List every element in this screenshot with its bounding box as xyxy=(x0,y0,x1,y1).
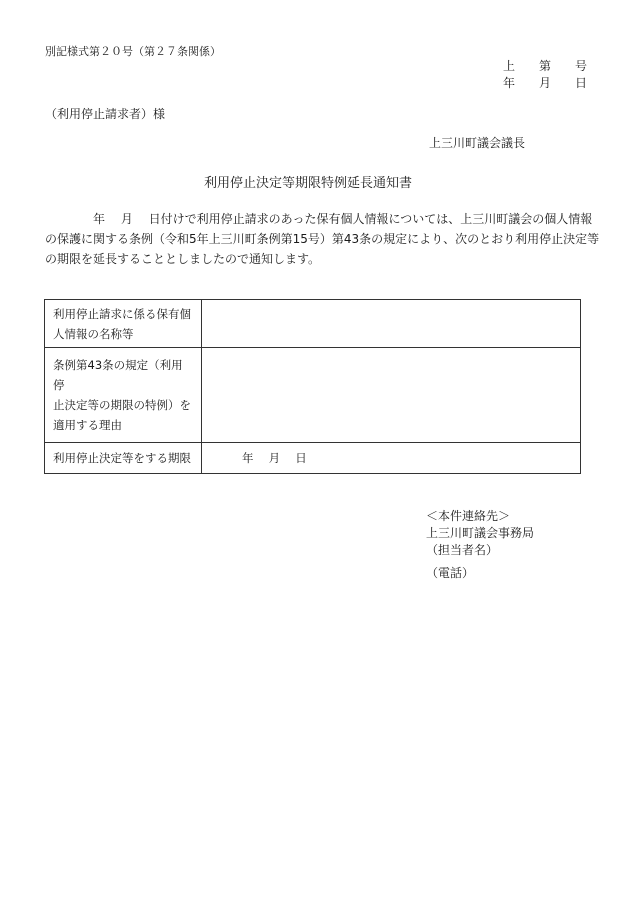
table-label-cell: 利用停止請求に係る保有個 人情報の名称等 xyxy=(45,300,202,348)
document-title: 利用停止決定等期限特例延長通知書 xyxy=(204,176,413,191)
document-date: 年 月 日 xyxy=(503,76,588,90)
info-table xyxy=(44,299,581,474)
table-row xyxy=(45,443,581,474)
addressee: （利用停止請求者）様 xyxy=(45,107,166,121)
body-line: の保護に関する条例（令和5年上三川町条例第15号）第43条の規定により、次のとおり利用停止決定等 xyxy=(45,232,600,246)
contact-phone: （電話） xyxy=(426,566,475,580)
form-label: 別記様式第２０号（第２７条関係） xyxy=(45,45,221,58)
body-paragraph xyxy=(45,209,600,269)
body-line: 年 月 日付けで利用停止請求のあった保有個人情報については、上三川町議会の個人情報 xyxy=(45,212,593,226)
contact-heading: ＜本件連絡先＞ xyxy=(426,509,511,523)
table-label-cell: 条例第43条の規定（利用停 止決定等の期限の特例）を 適用する理由 xyxy=(45,348,202,443)
table-value-cell xyxy=(202,348,581,443)
body-line: の期限を延長することとしましたので通知します。 xyxy=(45,252,321,266)
contact-person: （担当者名） xyxy=(426,543,499,557)
table-value-cell xyxy=(202,300,581,348)
contact-block xyxy=(426,508,534,582)
document-number: 上 第 号 xyxy=(503,59,588,73)
table-row xyxy=(45,300,581,348)
deadline-date-cell: 年 月 日 xyxy=(202,443,581,474)
table-label-cell: 利用停止決定等をする期限 xyxy=(45,443,202,474)
sender: 上三川町議会議長 xyxy=(429,136,526,150)
contact-office: 上三川町議会事務局 xyxy=(426,526,535,540)
table-row xyxy=(45,348,581,443)
